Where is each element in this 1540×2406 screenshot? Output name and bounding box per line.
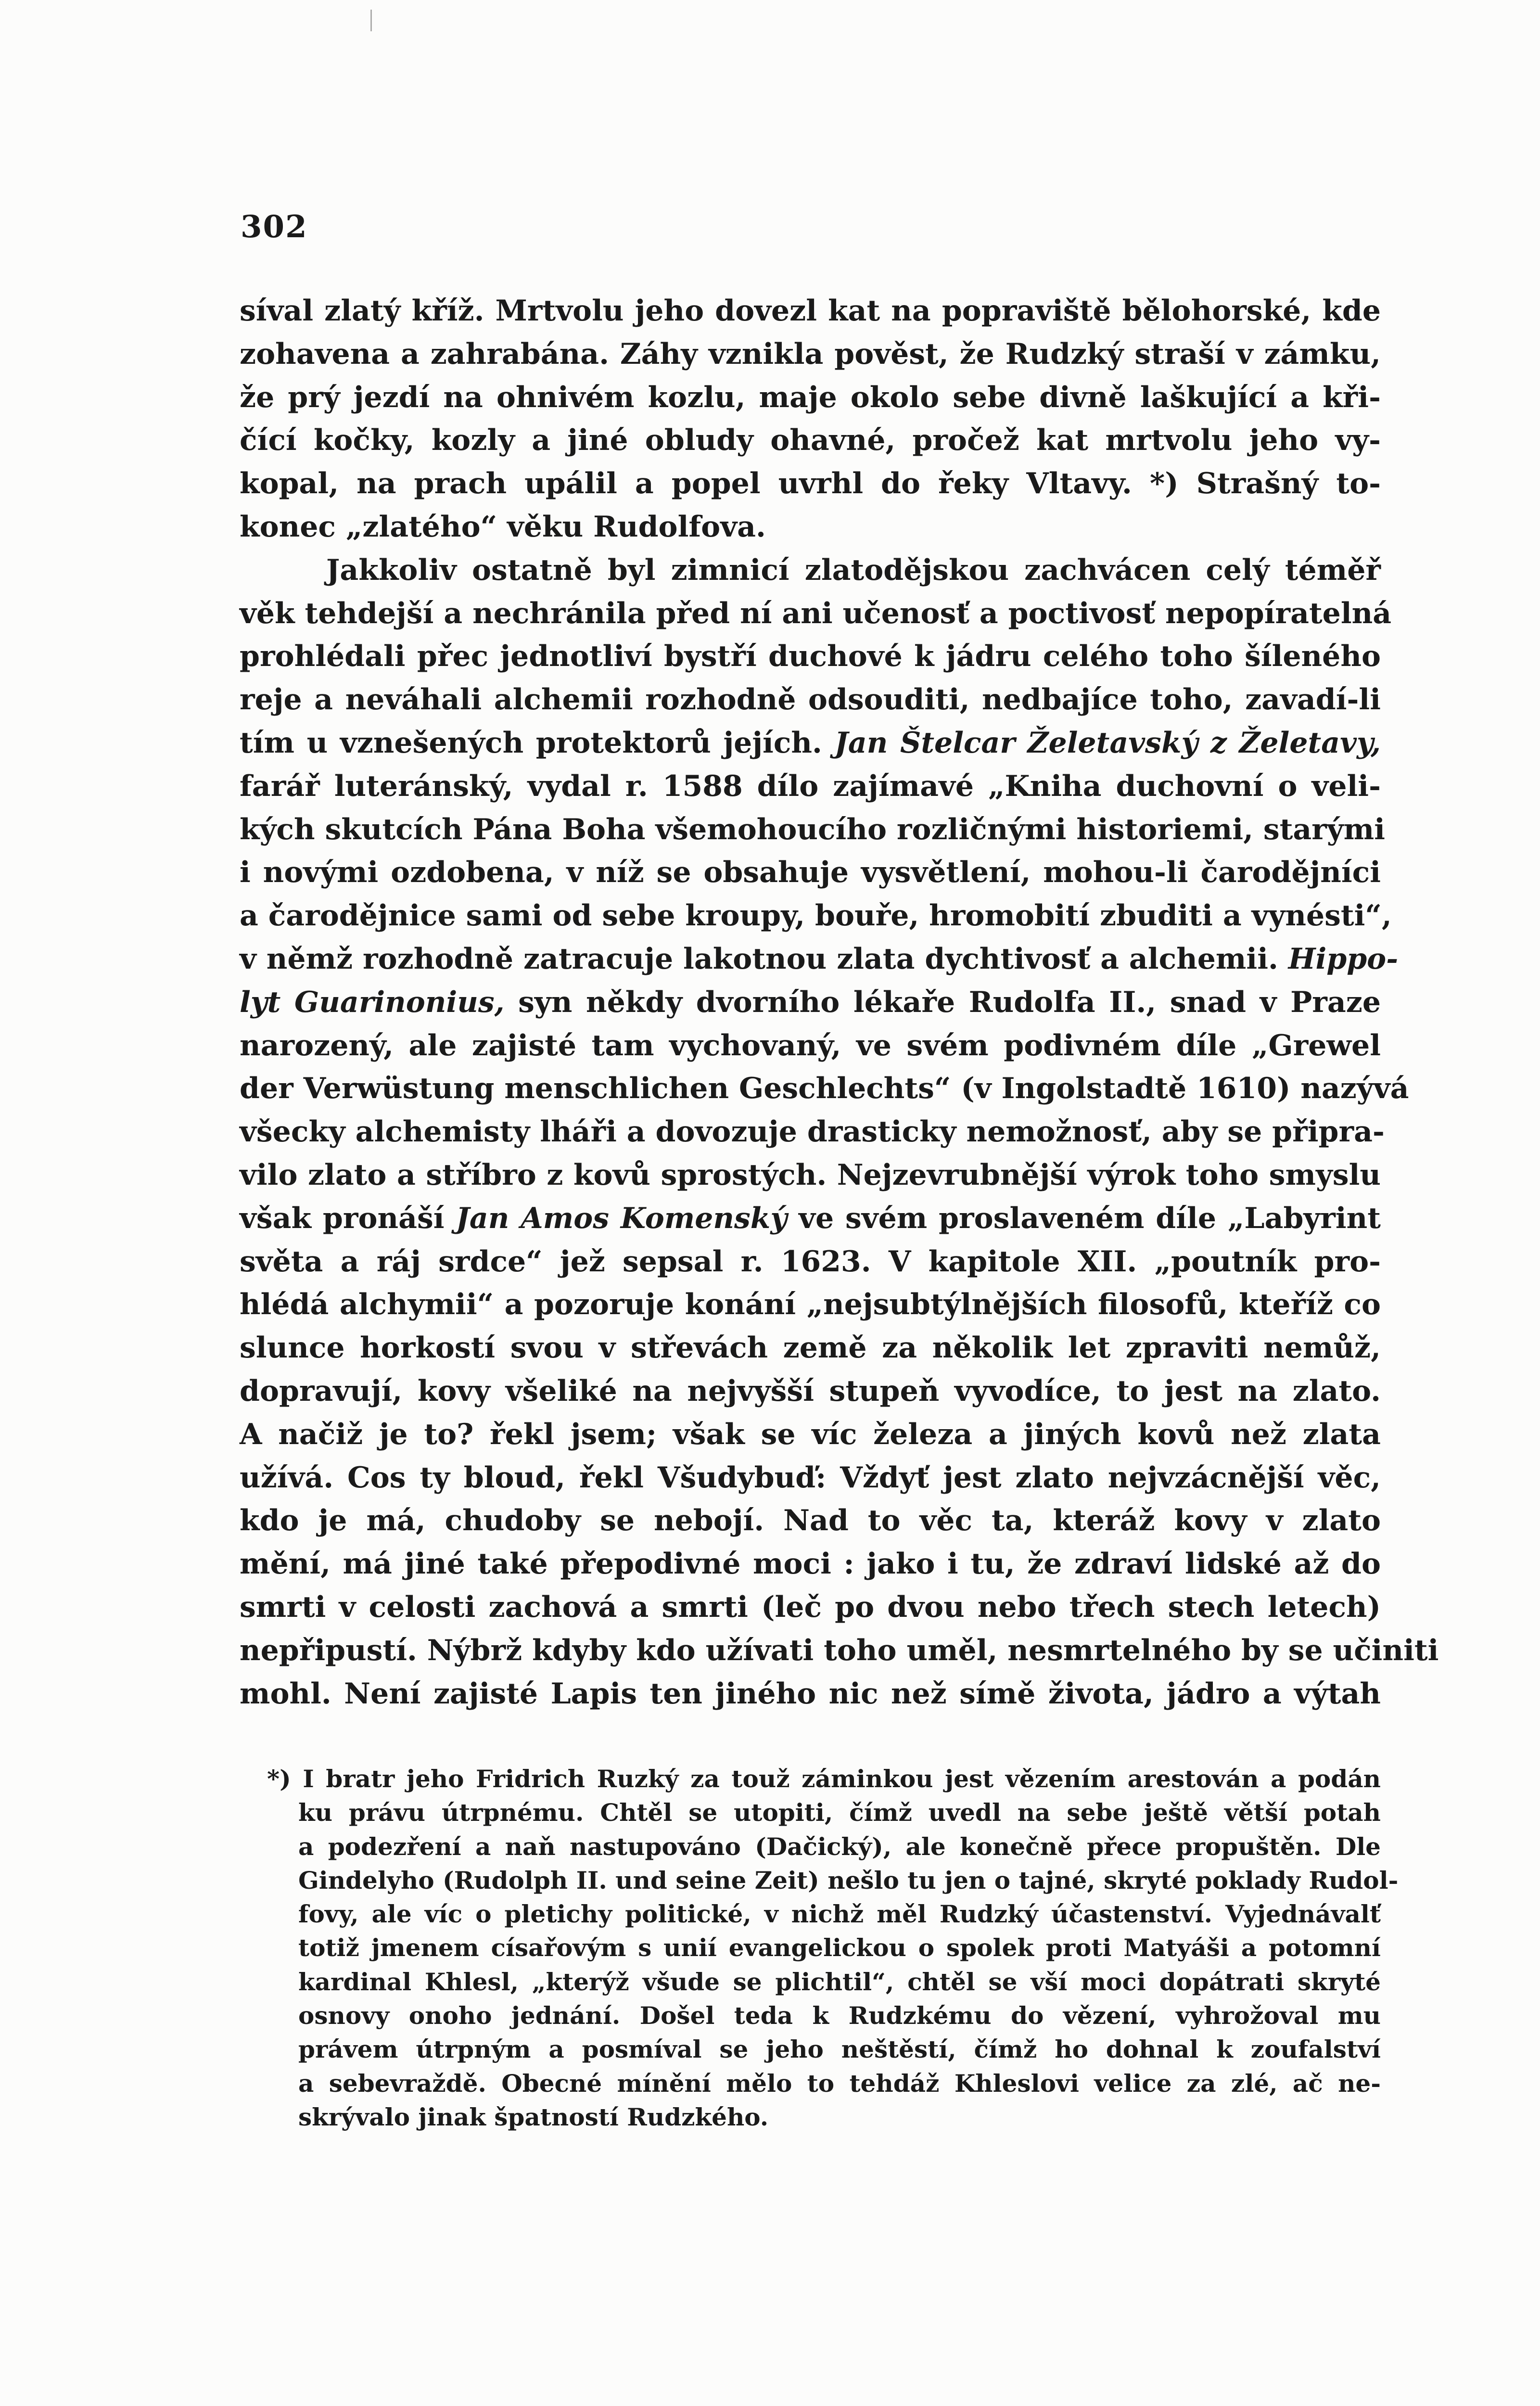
text-line: mění, má jiné také přepodivné moci : jako i tu, že zdraví lidské až do <box>240 1547 1381 1581</box>
main-text <box>240 290 1439 1715</box>
text-line: smrti v celosti zachová a smrti (leč po dvou nebo třech stech letech) <box>240 1590 1381 1624</box>
text-line: kdo je má, chudoby se nebojí. Nad to věc ta, kteráž kovy v zlato <box>240 1504 1381 1538</box>
text-line: vilo zlato a stříbro z kovů sprostých. Nejzevrubnější výrok toho smyslu <box>240 1158 1381 1192</box>
text-line: že prý jezdí na ohnivém kozlu, maje okolo sebe divně laškující a kři- <box>240 380 1381 414</box>
text-line: konec „zlatého“ věku Rudolfova. <box>240 510 766 544</box>
footnote-line: a podezření a naň nastupováno (Dačický), ale konečně přece propuštěn. Dle <box>298 1832 1381 1861</box>
text-line: kých skutcích Pána Boha všemohoucího rozličnými historiemi, starými <box>240 812 1386 846</box>
italic-author-name: Jan Štelcar Želetavský z Želetavy, <box>834 726 1381 760</box>
text-segment: ve svém proslaveném díle „Labyrint <box>799 1201 1381 1235</box>
text-line: dopravují, kovy všeliké na nejvyšší stupeň vyvodíce, to jest na zlato. <box>240 1374 1381 1408</box>
text-line: a čarodějnice sami od sebe kroupy, bouře, hromobití zbuditi a vynésti“, <box>240 899 1392 933</box>
text-line: všecky alchemisty lháři a dovozuje drasticky nemožnosť, aby se připra- <box>240 1115 1385 1149</box>
italic-author-name: Hippo- <box>1288 942 1399 976</box>
footnote-line: totiž jmenem císařovým s unií evangelickou o spolek proti Matyáši a potomní <box>298 1933 1381 1962</box>
italic-author-name: Jan Amos Komenský <box>456 1201 788 1235</box>
footnote-line: Gindelyho (Rudolph II. und seine Zeit) nešlo tu jen o tajné, skryté poklady Rudol- <box>298 1866 1399 1894</box>
footnote-line: osnovy onoho jednání. Došel teda k Rudzkému do vězení, vyhrožoval mu <box>298 2001 1381 2030</box>
text-line: užívá. Cos ty bloud, řekl Všudybuď: Vždyť jest zlato nejvzácnější věc, <box>240 1460 1381 1495</box>
footnote-line: a sebevraždě. Obecné mínění mělo to tehdáž Khleslovi velice za zlé, ač ne- <box>298 2069 1381 2098</box>
footnote-line: právem útrpným a posmíval se jeho neštěstí, čímž ho dohnal k zoufalství <box>298 2035 1381 2064</box>
text-line <box>240 1197 1381 1241</box>
text-line: der Verwüstung menschlichen Geschlechts“ (v Ingolstadtě 1610) nazývá <box>240 1072 1409 1106</box>
text-line: farář luteránský, vydal r. 1588 dílo zajímavé „Kniha duchovní o veli- <box>240 769 1381 803</box>
italic-author-name: lyt Guarinonius, <box>240 985 505 1019</box>
paragraph-start-line: Jakkoliv ostatně byl zimnicí zlatodějskou zachvácen celý téměř <box>326 553 1381 587</box>
text-line <box>240 981 1381 1024</box>
footnote-line: ku právu útrpnému. Chtěl se utopiti, čímž uvedl na sebe ještě větší potah <box>298 1798 1381 1827</box>
text-line: mohl. Není zajisté Lapis ten jiného nic než símě života, jádro a výtah <box>240 1677 1381 1711</box>
text-line: nepřipustí. Nýbrž kdyby kdo užívati toho uměl, nesmrtelného by se učiniti <box>240 1633 1439 1667</box>
text-segment: tím u vznešených protektorů jejích. <box>240 726 822 760</box>
text-line: narozený, ale zajisté tam vychovaný, ve svém podivném díle „Grewel <box>240 1028 1381 1062</box>
text-segment: v němž rozhodně zatracuje lakotnou zlata dychtivosť a alchemii. <box>240 942 1278 976</box>
text-line: i novými ozdobena, v níž se obsahuje vysvětlení, mohou-li čarodějníci <box>240 856 1381 890</box>
text-line: kopal, na prach upálil a popel uvrhl do řeky Vltavy. *) Strašný to- <box>240 467 1381 501</box>
text-line <box>240 938 1399 981</box>
text-line: čící kočky, kozly a jiné obludy ohavné, pročež kat mrtvolu jeho vy- <box>240 423 1381 458</box>
footnote-line: fovy, ale víc o pletichy politické, v nichž měl Rudzký účastenství. Vyjednávalť <box>298 1900 1381 1929</box>
page-number: 302 <box>241 209 308 245</box>
footnote <box>267 1762 1399 2134</box>
text-segment: syn někdy dvorního lékaře Rudolfa II., snad v Praze <box>518 985 1381 1019</box>
footnote-line: skrývalo jinak špatností Rudzkého. <box>298 2102 769 2131</box>
text-line: věk tehdejší a nechránila před ní ani učenosť a poctivosť nepopíratelná <box>240 596 1392 630</box>
text-line: reje a neváhali alchemii rozhodně odsouditi, nedbajíce toho, zavadí-li <box>240 683 1381 717</box>
text-line: síval zlatý kříž. Mrtvolu jeho dovezl kat na popraviště bělohorské, kde <box>240 294 1381 328</box>
text-line: A načiž je to? řekl jsem; však se víc železa a jiných kovů než zlata <box>240 1417 1381 1451</box>
text-line: hlédá alchymii“ a pozoruje konání „nejsubtýlnějších filosofů, kteříž co <box>240 1288 1381 1322</box>
text-line: zohavena a zahrabána. Záhy vznikla pověst, že Rudzký straší v zámku, <box>240 337 1381 371</box>
footnote-line: *) I bratr jeho Fridrich Ruzký za touž záminkou jest vězením arestován a podán <box>267 1765 1381 1793</box>
text-line <box>240 722 1381 765</box>
text-segment: však pronáší <box>240 1201 445 1235</box>
scan-artifact <box>370 10 372 31</box>
footnote-line: kardinal Khlesl, „kterýž všude se plichtil“, chtěl se vší moci dopátrati skryté <box>298 1967 1381 1996</box>
text-line: slunce horkostí svou v střevách země za několik let zpraviti nemůž, <box>240 1331 1381 1365</box>
text-line: prohlédali přec jednotliví bystří duchové k jádru celého toho šíleného <box>240 640 1381 674</box>
text-line: světa a ráj srdce“ jež sepsal r. 1623. V kapitole XII. „poutník pro- <box>240 1244 1381 1279</box>
